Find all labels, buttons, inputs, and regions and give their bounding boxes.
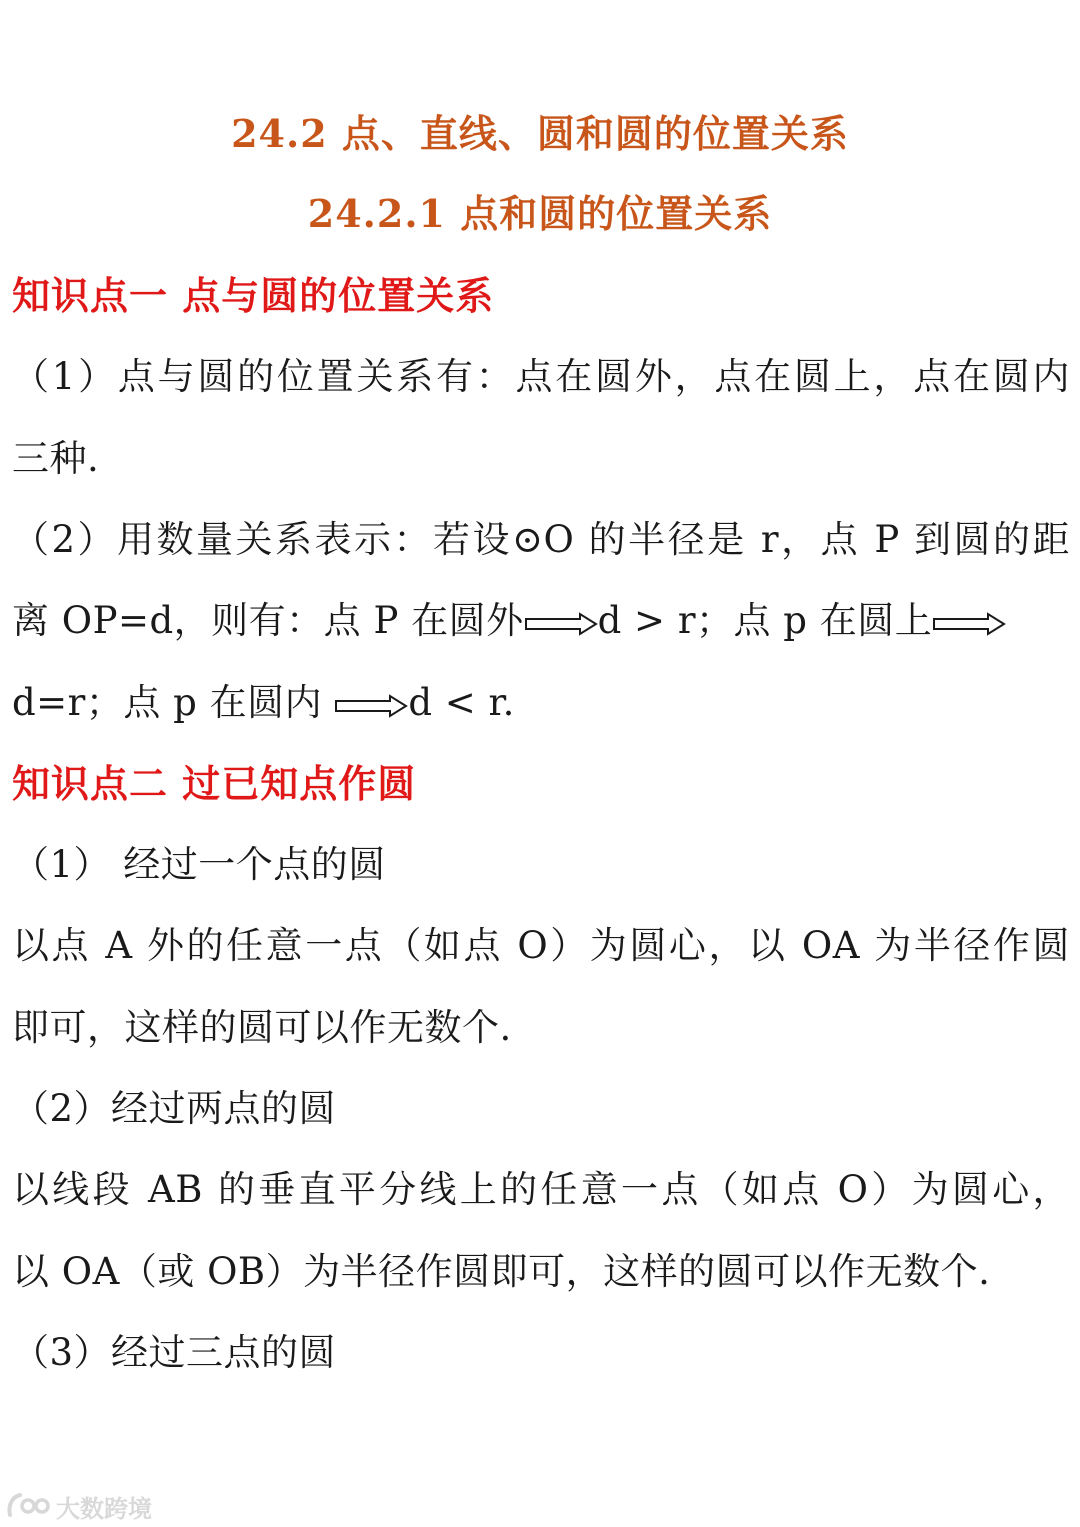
main-title: 24.2 点、直线、圆和圆的位置关系 [231, 111, 849, 156]
paragraph-2-line-3-part-b: d < r. [408, 681, 515, 724]
subsection-1-title: （1） 经过一个点的圆 [12, 843, 386, 886]
paragraph-2-line-1: （2）用数量关系表示：若设⊙O 的半径是 r，点 P 到圆的距 [12, 518, 1070, 561]
subsection-2-line-1: 以线段 AB 的垂直平分线上的任意一点（如点 O）为圆心， [12, 1168, 1070, 1211]
implies-arrow-icon [334, 694, 408, 718]
paragraph-2-line-2-part-a: 离 OP=d，则有：点 P 在圆外 [12, 599, 524, 642]
subsection-2-title: （2）经过两点的圆 [12, 1087, 337, 1130]
paragraph-2-line-3-part-a: d=r；点 p 在圆内 [12, 681, 335, 724]
paragraph-1-line-2: 三种. [12, 437, 100, 480]
section-heading-2: 知识点二 过已知点作圆 [12, 761, 417, 806]
paragraph-2-line-3 [12, 679, 1070, 727]
subsection-3-title: （3）经过三点的圆 [12, 1331, 337, 1374]
watermark-text: 大数跨境 [56, 1494, 152, 1523]
subsection-1-line-2: 即可，这样的圆可以作无数个. [12, 1006, 512, 1049]
paragraph-1-line-1: （1）点与圆的位置关系有：点在圆外，点在圆上，点在圆内 [12, 355, 1070, 398]
paragraph-2-line-2 [12, 597, 1070, 645]
subsection-1-line-1: 以点 A 外的任意一点（如点 O）为圆心，以 OA 为半径作圆 [12, 924, 1070, 967]
section-heading-1: 知识点一 点与圆的位置关系 [12, 273, 495, 318]
watermark [6, 1488, 152, 1524]
implies-arrow-icon [524, 612, 598, 636]
brand-logo-icon [6, 1491, 52, 1521]
paragraph-2-line-2-part-b: d > r；点 p 在圆上 [597, 599, 933, 642]
implies-arrow-icon [932, 612, 1006, 636]
sub-title: 24.2.1 点和圆的位置关系 [307, 191, 773, 236]
subsection-2-line-2: 以 OA（或 OB）为半径作圆即可，这样的圆可以作无数个. [12, 1250, 991, 1293]
